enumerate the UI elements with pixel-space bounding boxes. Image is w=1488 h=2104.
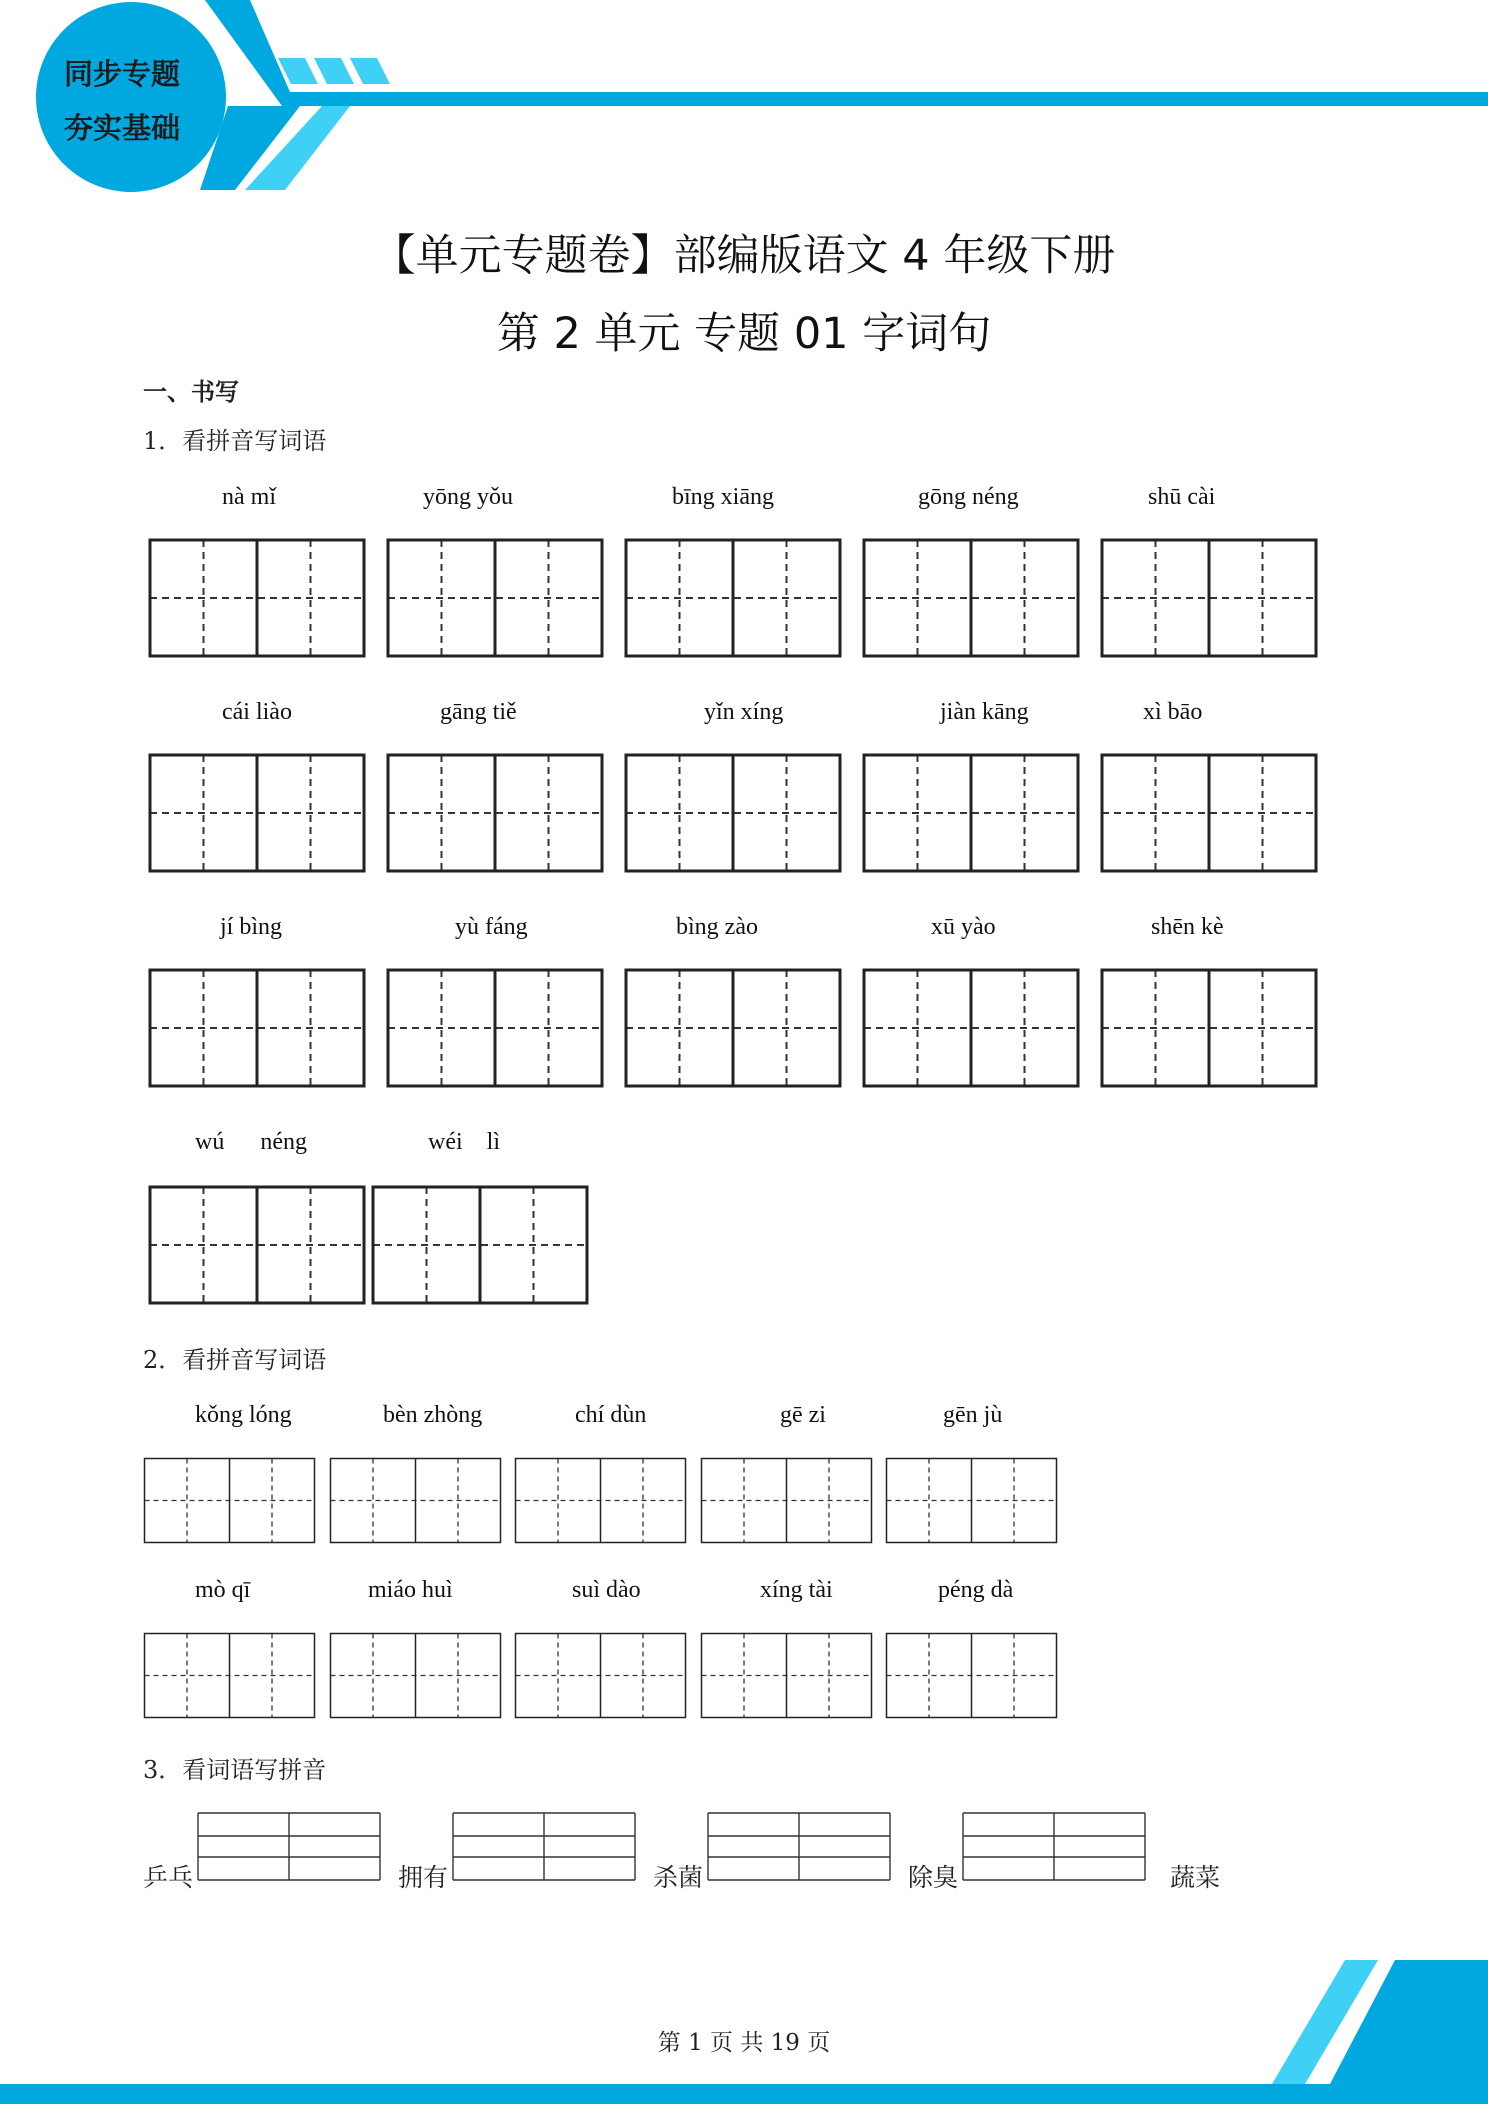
- page-title-line1: 【单元专题卷】部编版语文 4 年级下册: [372, 231, 1116, 281]
- q1-answer-grid[interactable]: [1099, 967, 1319, 1089]
- q1-pinyin: nà mǐ: [222, 484, 276, 510]
- q1-answer-grid[interactable]: [385, 752, 605, 874]
- q1-answer-grid[interactable]: [370, 1184, 590, 1306]
- q1-answer-grid[interactable]: [385, 967, 605, 1089]
- q1-answer-grid[interactable]: [623, 967, 843, 1089]
- q2-answer-grid[interactable]: [700, 1457, 873, 1544]
- q1-pinyin: bìng zào: [676, 914, 758, 940]
- q1-answer-grid[interactable]: [623, 537, 843, 659]
- badge-circle: [36, 2, 226, 192]
- q2-pinyin: gē zi: [780, 1402, 826, 1428]
- q2-answer-grid[interactable]: [143, 1457, 316, 1544]
- q2-pinyin: bèn zhòng: [383, 1402, 483, 1428]
- q3-word: 杀菌: [653, 1863, 704, 1892]
- page-title-line2: 第 2 单元 专题 01 字词句: [496, 309, 992, 359]
- q2-answer-grid[interactable]: [329, 1632, 502, 1719]
- q3-pinyin-grid[interactable]: [451, 1811, 637, 1883]
- q1-pinyin: yǐn xíng: [704, 699, 784, 725]
- q1-pinyin: bīng xiāng: [672, 484, 774, 510]
- q3-word: 拥有: [398, 1863, 449, 1892]
- q1-pinyin: xì bāo: [1143, 699, 1203, 725]
- q1-pinyin: yù fáng: [455, 914, 528, 940]
- q2-pinyin: suì dào: [572, 1577, 641, 1603]
- q2-answer-grid[interactable]: [885, 1457, 1058, 1544]
- q1-answer-grid[interactable]: [623, 752, 843, 874]
- q2-label: 2．看拼音写词语: [143, 1346, 327, 1374]
- q1-pinyin: xū yào: [931, 914, 996, 940]
- q1-answer-grid[interactable]: [861, 967, 1081, 1089]
- q1-answer-grid[interactable]: [1099, 752, 1319, 874]
- q3-pinyin-grid[interactable]: [196, 1811, 382, 1883]
- q1-pinyin: gāng tiě: [440, 699, 517, 725]
- q1-answer-grid[interactable]: [147, 967, 367, 1089]
- q2-answer-grid[interactable]: [514, 1632, 687, 1719]
- badge-line1: 同步专题: [63, 57, 180, 91]
- q1-pinyin: shū cài: [1148, 484, 1216, 510]
- q1-pinyin: shēn kè: [1151, 914, 1224, 940]
- q1-answer-grid[interactable]: [861, 537, 1081, 659]
- q1-pinyin: jí bìng: [220, 914, 283, 940]
- q3-pinyin-grid[interactable]: [706, 1811, 892, 1883]
- q1-pinyin: wú néng: [195, 1129, 307, 1155]
- q1-pinyin: wéi lì: [428, 1129, 500, 1155]
- q2-pinyin: chí dùn: [575, 1402, 647, 1428]
- q1-pinyin: jiàn kāng: [940, 699, 1029, 725]
- badge-line2: 夯实基础: [63, 111, 180, 145]
- q2-answer-grid[interactable]: [329, 1457, 502, 1544]
- q1-pinyin: gōng néng: [918, 484, 1019, 510]
- q2-pinyin: gēn jù: [943, 1402, 1003, 1428]
- q1-answer-grid[interactable]: [147, 537, 367, 659]
- q2-pinyin: miáo huì: [368, 1577, 453, 1603]
- q2-pinyin: péng dà: [938, 1577, 1014, 1603]
- q2-answer-grid[interactable]: [885, 1632, 1058, 1719]
- q1-answer-grid[interactable]: [385, 537, 605, 659]
- q2-answer-grid[interactable]: [514, 1457, 687, 1544]
- q2-answer-grid[interactable]: [143, 1632, 316, 1719]
- page-number: 第 1 页 共 19 页: [657, 2030, 831, 2056]
- header-decoration: [0, 0, 1488, 200]
- q1-pinyin: yōng yǒu: [423, 484, 513, 510]
- q1-pinyin: cái liào: [222, 699, 292, 725]
- q2-pinyin: xíng tài: [760, 1577, 833, 1603]
- q3-label: 3．看词语写拼音: [143, 1756, 327, 1784]
- q3-word: 蔬菜: [1170, 1863, 1221, 1892]
- q3-word: 除臭: [908, 1863, 959, 1892]
- q1-answer-grid[interactable]: [147, 752, 367, 874]
- q3-word: 乒乓: [143, 1863, 194, 1892]
- q1-label: 1．看拼音写词语: [143, 427, 327, 455]
- q1-answer-grid[interactable]: [861, 752, 1081, 874]
- section-heading: 一、书写: [143, 378, 239, 406]
- q1-answer-grid[interactable]: [1099, 537, 1319, 659]
- q2-answer-grid[interactable]: [700, 1632, 873, 1719]
- q2-pinyin: kǒng lóng: [195, 1402, 292, 1428]
- q3-pinyin-grid[interactable]: [961, 1811, 1147, 1883]
- q2-pinyin: mò qī: [195, 1577, 251, 1603]
- q1-answer-grid[interactable]: [147, 1184, 367, 1306]
